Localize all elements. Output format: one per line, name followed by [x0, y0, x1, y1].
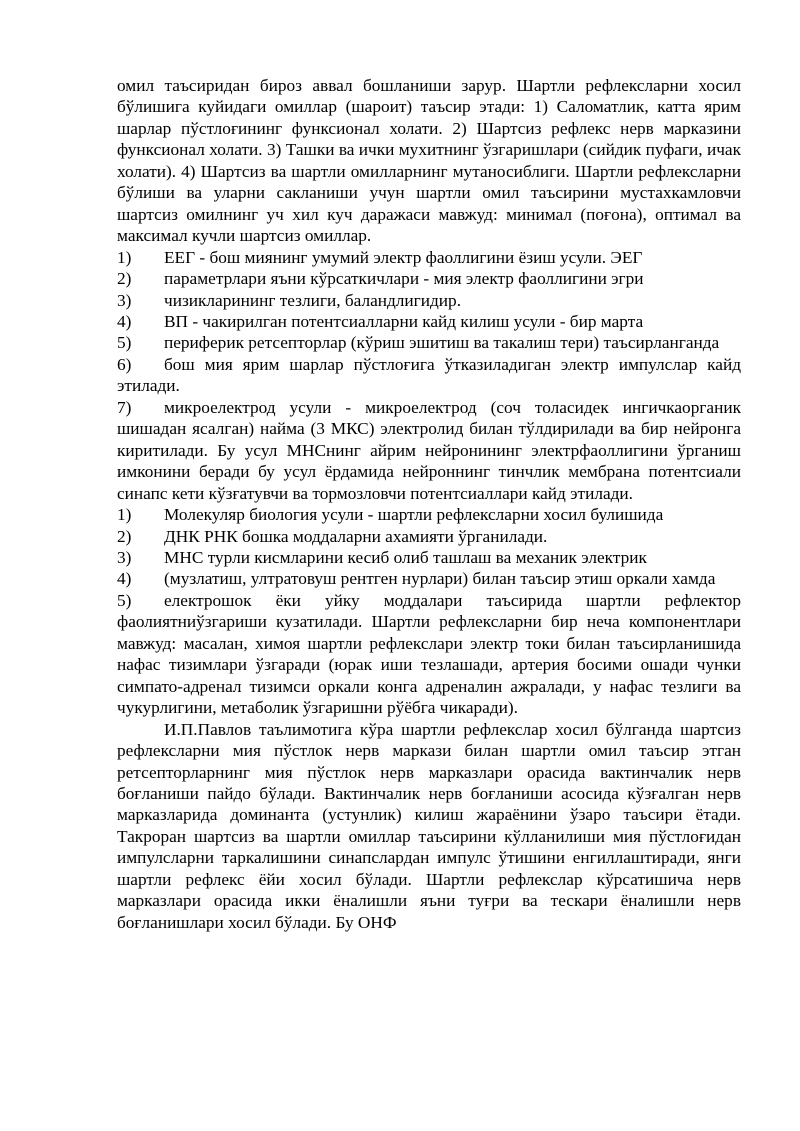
- list-text: МНС турли кисмларини кесиб олиб ташлаш ва механик электрик: [164, 547, 647, 567]
- list-item: [117, 526, 741, 547]
- list-item: [117, 311, 741, 332]
- research-methods-list: [117, 504, 741, 719]
- list-item: [117, 247, 741, 268]
- list-text: електрошок ёки уйку моддалари таъсирида шартли рефлектор фаолиятниўзгариши кузатилади. Шартли рефлексларни бир неча компонентлари мавжуд: масалан, химоя шартли рефлекслари электр токи билан таъсирланишида нафас тизимлари ўзгаради (юрак иши тезлашади, артерия босими ошади чунки симпато-адренал тизимси оркали конга адреналин ажралади, у нафас тезлиги ва чукурлигини, метаболик ўзгаришни рўёбга чикаради).: [117, 590, 741, 718]
- list-text: Молекуляр биология усули - шартли рефлексларни хосил булишида: [164, 505, 664, 525]
- list-number: 5): [117, 333, 132, 353]
- list-text: бош мия ярим шарлар пўстлоғига ўтказиладиган электр импулслар кайд этилади.: [117, 354, 741, 396]
- list-text: чизикларининг тезлиги, баландлигидир.: [164, 290, 462, 310]
- list-item: [117, 332, 741, 353]
- list-number: 1): [117, 247, 132, 267]
- list-number: 2): [117, 526, 132, 546]
- methods-list: [117, 247, 741, 504]
- list-number: 7): [117, 397, 132, 417]
- list-text: ВП - чакирилган потентсиалларни кайд килиш усули - бир марта: [164, 311, 644, 331]
- list-number: 3): [117, 547, 132, 567]
- list-text: параметрлари яъни кўрсаткичлари - мия электр фаоллигини эгри: [164, 269, 644, 289]
- list-item: [117, 268, 741, 289]
- list-number: 1): [117, 505, 132, 525]
- list-item: [117, 547, 741, 568]
- list-item: [117, 590, 741, 719]
- list-item: [117, 504, 741, 525]
- list-number: 3): [117, 290, 132, 310]
- list-text: периферик ретсепторлар (кўриш эшитиш ва такалиш тери) таъсирланганда: [164, 333, 720, 353]
- list-text: ДНК РНК бошка моддаларни ахамияти ўрганилади.: [164, 526, 548, 546]
- list-item: [117, 354, 741, 397]
- paragraph-pavlov: И.П.Павлов таълимотига кўра шартли рефлекслар хосил бўлганда шартсиз рефлексларни мия пўстлок нерв маркази билан шартли омил таъсир этган ретсепторларнинг мия пўстлок нерв марказлари орасида вактинчалик нерв боғланиши пайдо бўлади. Вактинчалик нерв боғланиши асосида кўзғалган нерв марказларида доминанта (устунлик) килиш жараёнини ўзаро таъсири ётади. Такроран шартсиз ва шартли омиллар таъсирини кўлланилиши мия пўстлоғидан импулсларни таркалишини синапслардан импулс ўтишини енгиллаштиради, янги шартли рефлекс ёйи хосил бўлади. Шартли рефлекслар кўрсатишича нерв марказлари орасида икки ёналишли яъни туғри ва тескари ёналишли нерв боғланишлари хосил бўлади. Бу ОНФ: [117, 719, 741, 932]
- text-column: [117, 75, 741, 933]
- list-number: 4): [117, 569, 132, 589]
- list-item: [117, 568, 741, 589]
- list-number: 6): [117, 354, 132, 374]
- list-text: ЕЕГ - бош миянинг умумий электр фаоллигини ёзиш усули. ЭЕГ: [164, 247, 643, 267]
- list-text: микроелектрод усули - микроелектрод (соч толасидек ингичкаорганик шишадан ясалган) найма (3 МКС) электролид билан тўлдирилади ва бир нейронга киритилади. Бу усул МНСнинг айрим нейронининг электрфаоллигини ўрганиш имконини беради бу усул ёрдамида нейроннинг тинчлик мембрана потентсиали синапс кети кўзғатувчи ва тормозловчи потентсиаллари кайд этилади.: [117, 397, 741, 503]
- list-number: 5): [117, 590, 132, 610]
- paragraph-intro: омил таъсиридан бироз аввал бошланиши зарур. Шартли рефлексларни хосил бўлишига куйидаги омиллар (шароит) таъсир этади: 1) Саломатлик, катта ярим шарлар пўстлоғининг функсионал холати. 2) Шартсиз рефлекс нерв марказини функсионал холати. 3) Ташки ва ички мухитнинг ўзгаришлари (сийдик пуфаги, ичак холати). 4) Шартсиз ва шартли омилларнинг мутаносиблиги. Шартли рефлексларни бўлиши ва уларни сакланиши учун шартли омил таъсирини мустахкамловчи шартсиз омилнинг уч хил куч даражаси мавжуд: минимал (поғона), оптимал ва максимал кучли шартсиз омиллар.: [117, 76, 741, 246]
- list-number: 4): [117, 311, 132, 331]
- list-item: [117, 397, 741, 504]
- list-number: 2): [117, 269, 132, 289]
- list-item: [117, 290, 741, 311]
- list-text: (музлатиш, ултратовуш рентген нурлари) билан таъсир этиш оркали хамда: [164, 569, 716, 589]
